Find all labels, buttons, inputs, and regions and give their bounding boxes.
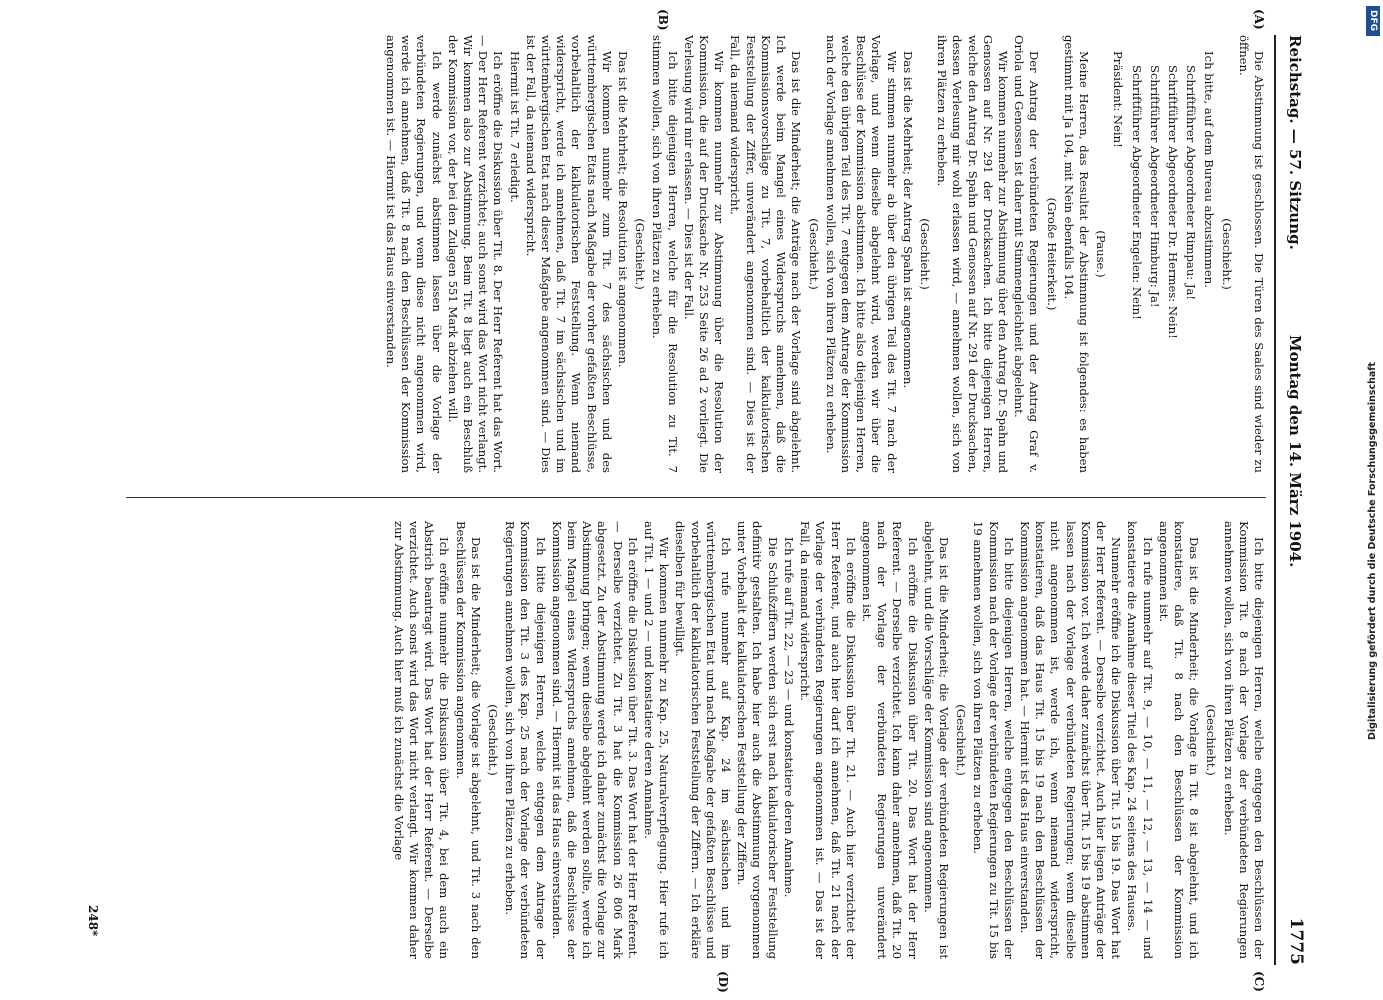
header-left: Reichstag. — 57. Sitzung. (1286, 35, 1304, 250)
vote-line: Schriftführer Abgeordneter Rimpau: Ja! (1184, 65, 1199, 301)
right-column (106, 521, 1266, 959)
stage-direction: (Geschieht.) (633, 218, 648, 290)
margin-letter-a: (A) (1252, 9, 1266, 30)
page-header (1274, 35, 1310, 965)
column-divider (126, 497, 1266, 498)
paragraph: Meine Herren, das Resultat der Abstimmung ist folgendes: es haben gestimmt mit Ja 104, mit Nein ebenfalls 104. (1061, 35, 1091, 473)
paragraph: Die Schlußziffern werden sich erst nach kalkulatorischer Feststellung definitiv gestalten. Ich habe hier auch die Abstimmung vorgenommen unter Vorbehalt der kalkulatorischen Feststellung der Ziffern. (735, 521, 780, 959)
paragraph: Das ist die Mehrheit; der Antrag Spahn ist angenommen. (900, 51, 915, 389)
stage-direction: (Geschieht.) (1219, 218, 1234, 290)
paragraph: Ich rufe nunmehr auf Kap. 24 im sächsischen und im württembergischen Etat und nach Maßgabe der gefaßten Beschlüsse und vorbehaltlich der kalkulatorischen Feststellung der Ziffern. — Ich erkläre dieselben für bewilligt. (673, 521, 734, 959)
paragraph: Ich eröffne die Diskussion über Tit. 8. Der Herr Referent hat das Wort. — Der Herr Referent verzichtet; auch sonst wird das Wort nicht verlangt. Wir kommen also zur Abstimmung. Beim Tit. 8 liegt auch ein Beschluß der Kommission vor, der bei den Zulagen 551 Mark abziehen will. (445, 35, 506, 473)
page-number: 1775 (1286, 917, 1306, 965)
paragraph: Ich eröffne die Diskussion über Tit. 21. — Auch hier verzichtet der Herr Referent, und auch hier darf ich annehmen, daß Tit. 21 nach der Vorlage der verbündeten Regierungen angenommen ist. — Das ist der Fall, da niemand widerspricht. (798, 521, 858, 959)
paragraph: Das ist die Minderheit; die Anträge nach der Vorlage sind abgelehnt. Ich werde beim Mangel eines Widerspruchs annehmen, daß die Kommissionsvorschläge zu Tit. 7, vorbehaltlich der kalkulatorischen Feststellung der Ziffer, unverändert angenommen sind. — Dies ist der Fall, da niemand widerspricht. (728, 35, 804, 473)
paragraph: Das ist die Mehrheit; die Resolution ist angenommen. (616, 51, 631, 368)
paragraph: Das ist die Minderheit; die Vorlage der verbündeten Regierungen ist abgelehnt, und die Vorschläge der Kommission sind angenommen. (921, 521, 951, 959)
paragraph: Ich rufe nunmehr auf Tit. 9, — 10, — 11, — 12, — 13, — 14 — und konstatiere die Annahme dieser Titel des Kap. 24 seitens des Hauses. (1125, 521, 1155, 959)
left-column (106, 35, 1266, 473)
paragraph: Ich bitte, auf dem Bureau abzustimmen. (1202, 51, 1217, 288)
digitization-notice: Digitalisierung gefördert durch die Deutsche Forschungsgemeinschaft (1367, 362, 1378, 740)
vote-line: Schriftführer Abgeordneter Engelen: Nein! (1129, 65, 1144, 320)
paragraph: Ich rufe auf Tit. 22, — 23 — und konstatiere deren Annahme. (781, 537, 796, 898)
margin-letter-b: (B) (656, 9, 670, 31)
rotated-print-page (70, 9, 1310, 993)
paragraph: Ich werde zunächst abstimmen lassen über die Vorlage der verbündeten Regierungen, und wenn diese nicht angenommen wird, werde ich annehmen, daß Tit. 8 nach den Beschlüssen der Kommission angenommen ist. — Hiermit ist das Haus einverstanden. (384, 35, 444, 473)
paragraph: Ich eröffne nunmehr die Diskussion über Tit. 4, bei dem auch ein Abstrich beantragt wird. Das Wort hat der Herr Referent. — Derselbe verzichtet. Auch sonst wird das Wort nicht verlangt. Wir kommen daher zur Abstimmung. Auch hier muß ich zunächst die Vorlage (391, 521, 452, 959)
margin-letter-d: (D) (716, 971, 730, 993)
paragraph: Ich eröffne die Diskussion über Tit. 3. Das Wort hat der Herr Referent. — Derselbe verzichtet. Zu Tit. 3 hat die Kommission 26 806 Mark abgesetzt. Zu der Abstimmung werde ich daher zunächst die Vorlage zur Abstimmung bringen; wenn dieselbe abgelehnt werden sollte, werde ich beim Mangel eines Widerspruchs annehmen, daß die Beschlüsse der Kommission angenommen sind. — Hiermit ist das Haus einverstanden. (549, 521, 640, 959)
stage-direction: (Geschieht.) (917, 218, 932, 290)
stage-direction: (Pause.) (1094, 230, 1109, 278)
header-date: Montag den 14. März 1904. (1286, 335, 1304, 568)
vote-line: Schriftführer Abgeordneter Himburg: Ja! (1147, 65, 1162, 308)
sheet-signature: 248* (86, 905, 100, 937)
stage-direction: (Geschieht.) (486, 704, 501, 776)
paragraph: Wir kommen nunmehr zu Kap. 25, Naturalverpflegung. Hier rufe ich auf Tit. 1 — und 2 — und konstatiere deren Annahme. (642, 521, 672, 959)
paragraph: Wir kommen nunmehr zum Tit. 7 des sächsischen und des württembergischen Etats nach Maßgabe der vorher gefaßten Beschlüsse, vorbehaltlich der kalkulatorischen Feststellung. Wenn niemand widerspricht, werde ich annehmen, daß Tit. 7 im sächsischen und im württembergischen Etat nach dieser Maßgabe angenommen sind. — Dies ist der Fall, da niemand widerspricht. (523, 35, 614, 473)
paragraph: Ich eröffne die Diskussion über Tit. 20. Das Wort hat der Herr Referent. — Derselbe verzichtet. Ich kann daher annehmen, daß Tit. 20 nach der Vorlage der verbündeten Regierungen unverändert angenommen ist. (859, 521, 920, 959)
paragraph: Die Abstimmung ist geschlossen. Die Türen des Saales sind wieder zu öffnen. (1236, 35, 1266, 473)
stage-direction: (Geschieht.) (1204, 704, 1219, 776)
stage-direction: (Große Heiterkeit.) (1044, 197, 1059, 311)
paragraph: Wir kommen nunmehr zur Abstimmung über den Antrag Dr. Spahn und Genossen auf Nr. 291 der Drucksachen. Ich bitte diejenigen Herren, welche den Antrag Dr. Spahn und Genossen auf Nr. 291 der Drucksachen, dessen Verlesung mir wohl erlassen wird, — annehmen wollen, sich von ihren Plätzen zu erheben. (935, 35, 1010, 473)
paragraph: Der Antrag der verbündeten Regierungen und der Antrag Graf v. Oriola und Genossen ist daher mit Stimmengleichheit abgelehnt. (1012, 35, 1042, 473)
margin-letter-c: (C) (1252, 971, 1266, 992)
paragraph: Ich bitte diejenigen Herren, welche für die Resolution zu Tit. 7 stimmen wollen, sich von ihren Plätzen zu erheben. (650, 35, 680, 473)
vote-line: Schriftführer Abgeordneter Dr. Hermes: Nein! (1165, 65, 1180, 339)
paragraph: Ich bitte diejenigen Herren, welche entgegen den Beschlüssen der Kommission nach der Vorlage der verbündeten Regierungen zu Tit. 15 bis 19 annehmen wollen, sich von ihren Plätzen zu erheben. (971, 521, 1016, 959)
stage-direction: (Geschieht.) (806, 218, 821, 290)
paragraph: Das ist die Minderheit; die Vorlage ist abgelehnt, und Tit. 3 nach den Beschlüssen der Kommission angenommen. (453, 521, 483, 959)
paragraph: Ich bitte diejenigen Herren, welche entgegen den Beschlüssen der Kommission Tit. 8 nach der Vorlage der verbündeten Regierungen annehmen wollen, sich von ihren Plätzen zu erheben. (1221, 521, 1266, 959)
dfg-logo: DFG (1366, 6, 1380, 36)
paragraph: Wir kommen nunmehr zur Abstimmung über die Resolution der Kommission, die auf der Drucksache Nr. 253 Seite 26 ad 2 vorliegt. Die Verlesung wird mir erlassen. — Dies ist der Fall. (681, 35, 727, 473)
paragraph: Präsident: Nein! (1111, 51, 1126, 148)
paragraph: Das ist die Minderheit; die Vorlage in Tit. 8 ist abgelehnt, und ich konstatiere, daß Tit. 8 nach den Beschlüssen der Kommission angenommen ist. (1156, 521, 1202, 959)
paragraph: Nunmehr eröffne ich die Diskussion über Tit. 15 bis 19. Das Wort hat der Herr Referent. — Derselbe verzichtet. Auch hier liegen Anträge der Kommission vor. Ich werde daher zunächst über Tit. 15 bis 19 abstimmen lassen nach der Vorlage der verbündeten Regierungen; wenn dieselbe nicht angenommen ist, werde ich, wenn niemand widerspricht, konstatieren, daß das Haus Tit. 15 bis 19 nach den Beschlüssen der Kommission angenommen hat. — Hiermit ist das Haus einverstanden. (1017, 521, 1124, 959)
paragraph: Ich bitte diejenigen Herren, welche entgegen dem Antrage der Kommission den Tit. 3 des Kap. 25 nach der Vorlage der verbündeten Regierungen annehmen wollen, sich von ihren Plätzen zu erheben. (503, 521, 548, 959)
stage-direction: (Geschieht.) (954, 704, 969, 776)
paragraph: Hiermit ist Tit. 7 erledigt. (507, 51, 522, 203)
paragraph: Wir stimmen nunmehr ab über den übrigen Teil des Tit. 7 nach der Vorlage, und wenn dieselbe abgelehnt wird, werden wir über die Beschlüsse der Kommission abstimmen. Ich bitte also diejenigen Herren, welche den übrigen Teil des Tit. 7 entgegen dem Antrage der Kommission nach der Vorlage annehmen wollen, sich von ihren Plätzen zu erheben. (823, 35, 899, 473)
